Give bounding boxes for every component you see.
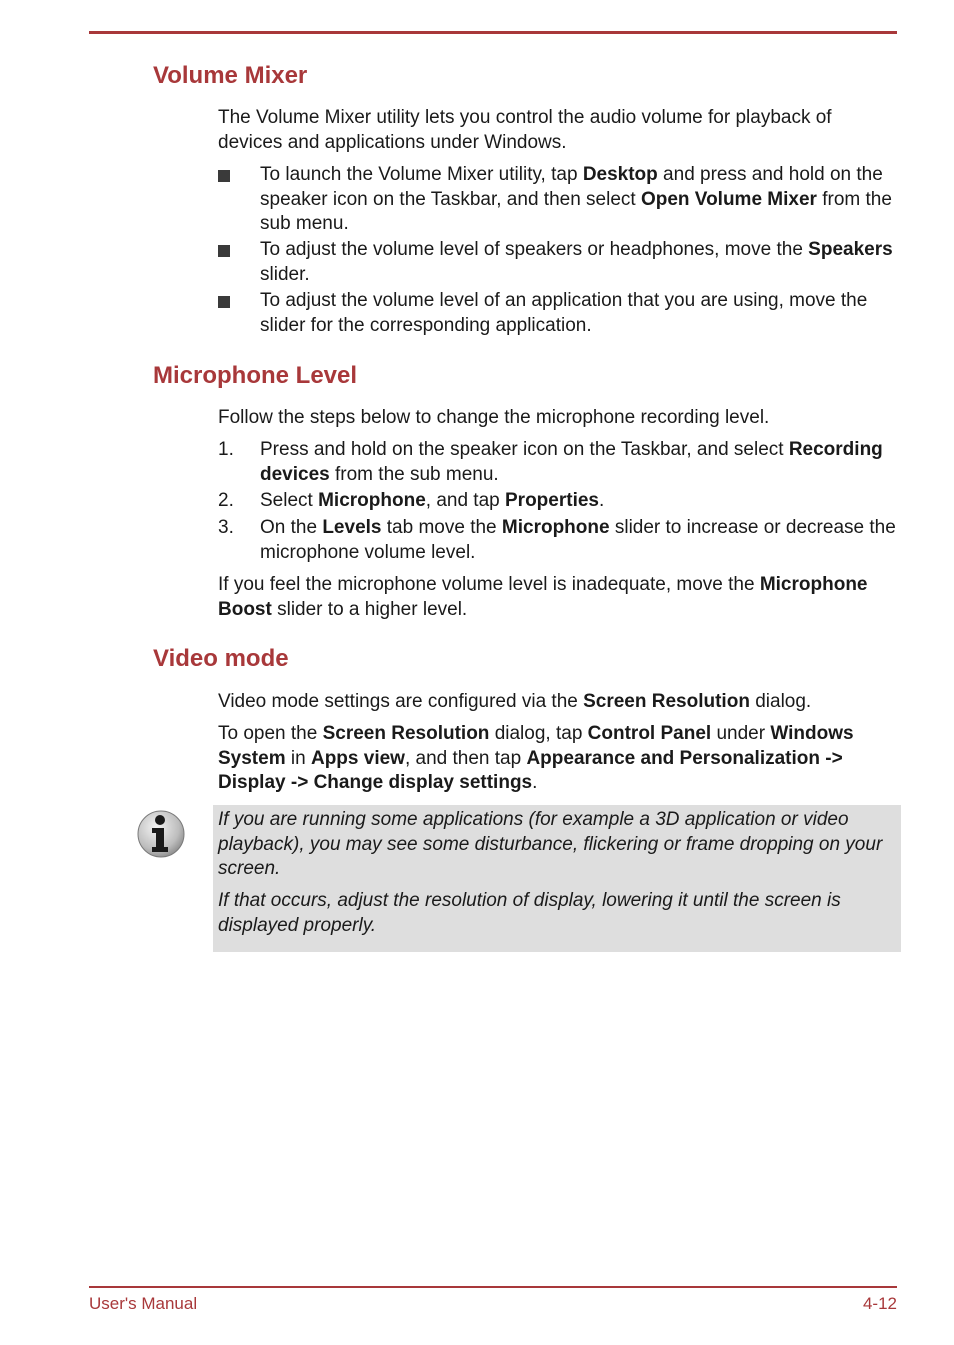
note-paragraph: If that occurs, adjust the resolution of display, lowering it until the screen is displayed properly. [218,890,841,936]
section-title-volume-mixer: Volume Mixer [153,62,308,89]
bullet-square-icon [218,245,230,257]
footer-manual-title: User's Manual [89,1294,198,1313]
info-icon [135,808,187,860]
bullet-text: To launch the Volume Mixer utility, tap Desktop and press and hold on the speaker icon on the Taskbar, and then select Open Volume Mixer from the sub menu. [260,164,892,234]
section-title-microphone-level: Microphone Level [153,362,358,389]
step-number: 3. [218,517,234,538]
step-text: Select Microphone, and tap Properties. [260,490,605,511]
list-item [218,289,898,338]
video-mode-para-2: To open the Screen Resolution dialog, tap Control Panel under Windows System in Apps view, and then tap Appearance and Personalization -> Display -> Change display settings. [218,723,854,793]
footer-rule [89,1286,897,1288]
bullet-text: To adjust the volume level of an application that you are using, move the slider for the corresponding application. [260,290,868,336]
bullet-square-icon [218,296,230,308]
bullet-text: To adjust the volume level of speakers or headphones, move the Speakers slider. [260,239,893,285]
list-item [218,489,898,514]
section-title-video-mode: Video mode [153,645,289,672]
step-text: Press and hold on the speaker icon on the Taskbar, and select Recording devices from the sub menu. [260,439,883,485]
step-number: 2. [218,490,234,511]
step-text: On the Levels tab move the Microphone slider to increase or decrease the microphone volume level. [260,517,896,563]
volume-mixer-intro: The Volume Mixer utility lets you control the audio volume for playback of devices and applications under Windows. [218,107,832,153]
header-rule [89,31,897,34]
list-item [218,438,898,487]
video-mode-para-1: Video mode settings are configured via the Screen Resolution dialog. [218,691,812,712]
microphone-outro: If you feel the microphone volume level is inadequate, move the Microphone Boost slider to a higher level. [218,574,868,620]
list-item [218,516,898,565]
note-box [213,805,901,952]
bullet-square-icon [218,170,230,182]
page-number: 4-12 [862,1294,897,1313]
note-paragraph: If you are running some applications (for example a 3D application or video playback), you may see some disturbance, flickering or frame dropping on your screen. [218,809,883,879]
list-item [218,163,898,237]
microphone-intro: Follow the steps below to change the microphone recording level. [218,407,770,428]
list-item [218,238,898,287]
step-number: 1. [218,439,234,460]
